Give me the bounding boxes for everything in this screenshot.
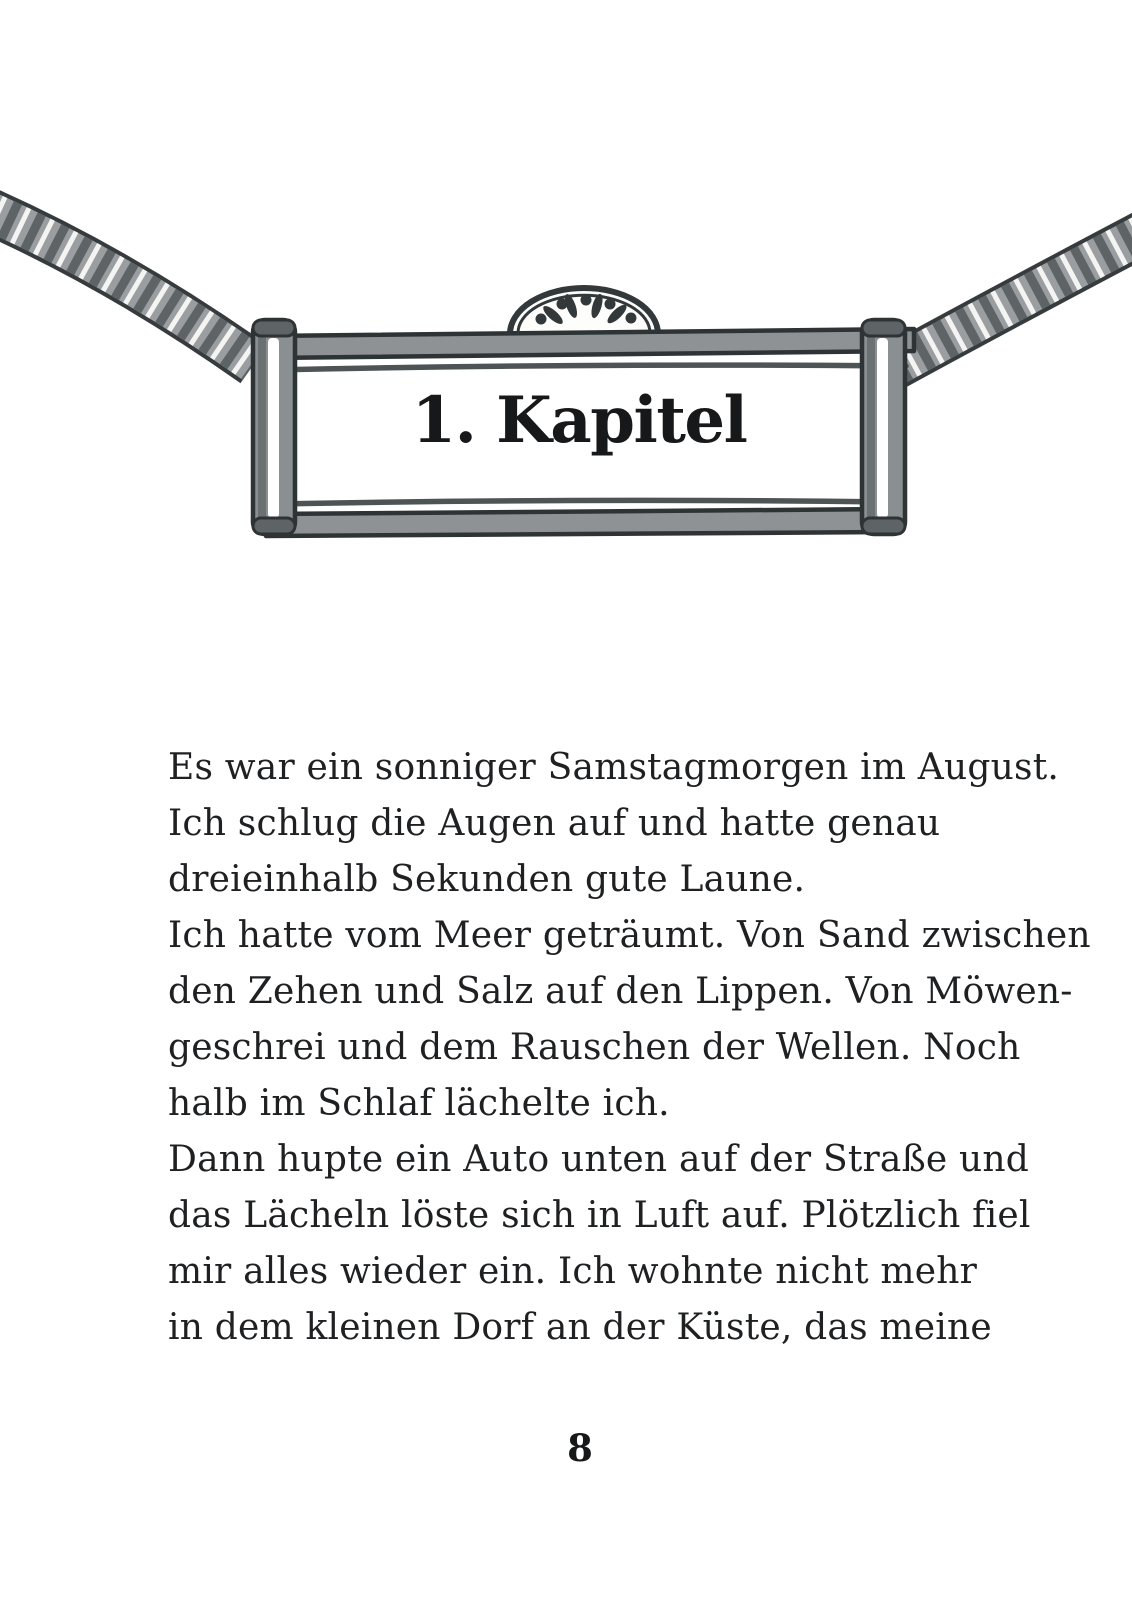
- chapter-heading: 1. Kapitel: [411, 383, 747, 458]
- chapter-sign-illustration: [0, 0, 1132, 600]
- story-line: Ich schlug die Augen auf und hatte genau: [168, 803, 941, 844]
- story-line: dreieinhalb Sekunden gute Laune.: [168, 859, 806, 900]
- story-line: das Lächeln löste sich in Luft auf. Plötzlich fiel: [168, 1195, 1031, 1236]
- fan-ornament: [510, 288, 658, 334]
- twisted-rope-left: [0, 208, 254, 364]
- story-line: Es war ein sonniger Samstagmorgen im August.: [168, 747, 1060, 788]
- story-line: in dem kleinen Dorf an der Küste, das meine: [168, 1307, 992, 1348]
- twisted-rope-right: [896, 230, 1132, 366]
- story-text: [168, 740, 1091, 1356]
- story-line: Dann hupte ein Auto unten auf der Straße und: [168, 1139, 1029, 1180]
- story-line: halb im Schlaf lächelte ich.: [168, 1083, 670, 1124]
- story-line: mir alles wieder ein. Ich wohnte nicht mehr: [168, 1251, 978, 1292]
- page-number: 8: [567, 1426, 593, 1470]
- story-line: geschrei und dem Rauschen der Wellen. Noch: [168, 1027, 1021, 1068]
- story-line: Ich hatte vom Meer geträumt. Von Sand zwischen: [168, 915, 1091, 956]
- story-line: den Zehen und Salz auf den Lippen. Von Möwen-: [168, 971, 1073, 1012]
